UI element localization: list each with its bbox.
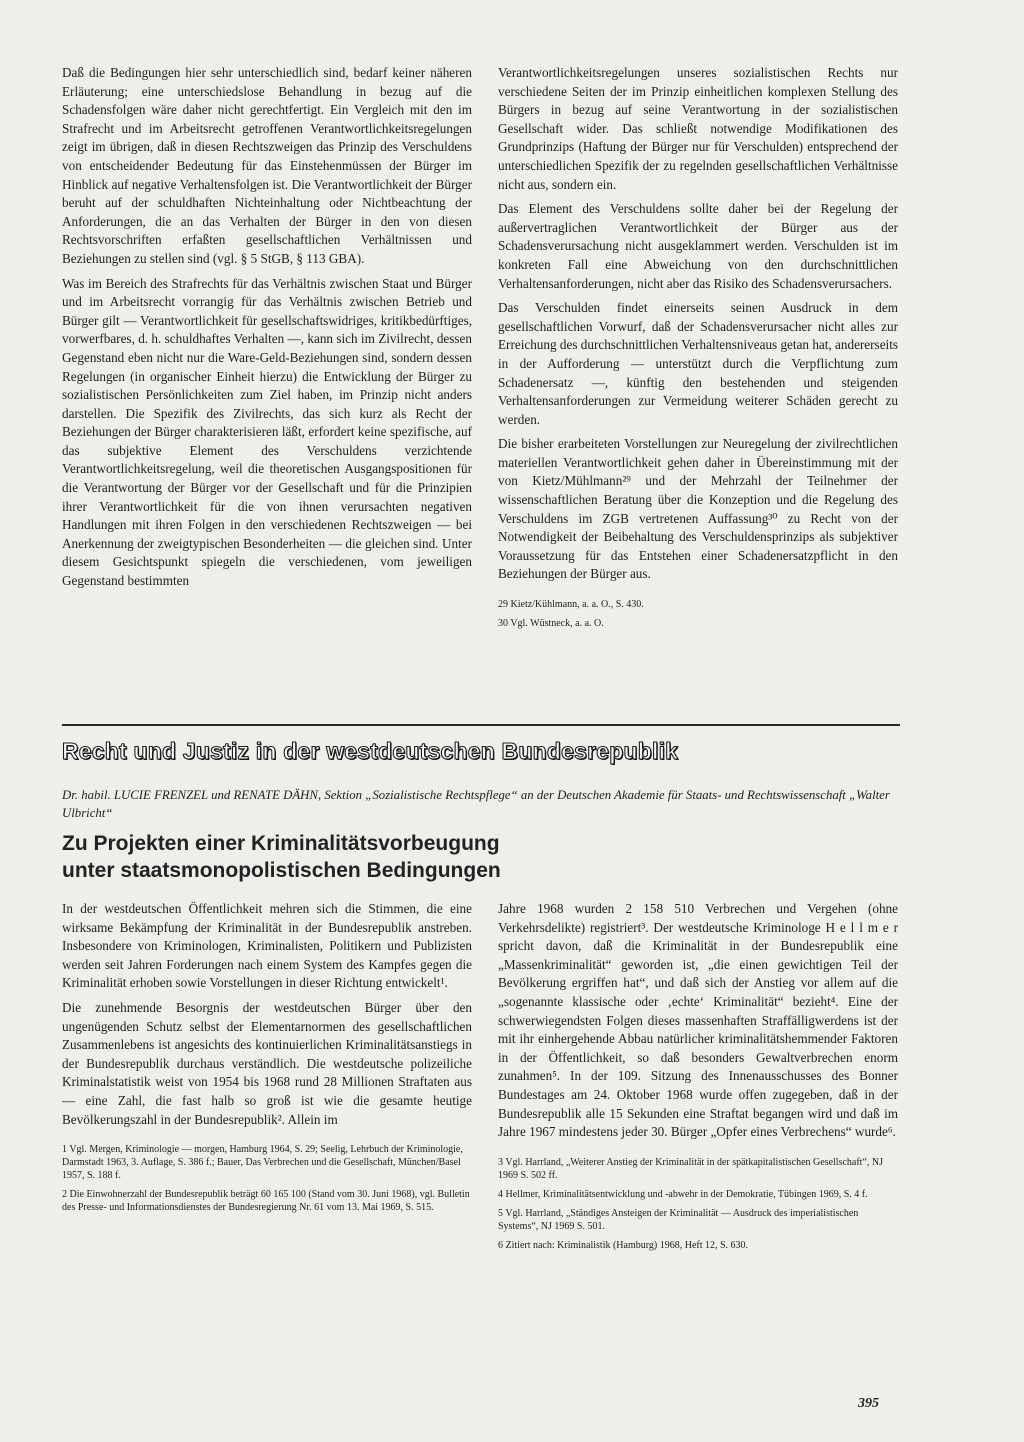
paragraph: Die zunehmende Besorgnis der westdeutschen Bürger über den ungenügenden Schutz selbst der Elementarnormen des gesellschaftlichen Zusammenlebens ist angesichts des kontinuierlichen Kriminalitätsanstiegs in der Bundesrepublik durchaus verständlich. Die westdeutsche polizeiliche Kriminalstatistik weist von 1954 bis 1968 rund 28 Millionen Straftaten aus — eine Zahl, die fast halb so groß ist wie die gesamte heutige Bevölkerungszahl in der Bundesrepublik². Allein im: [62, 999, 472, 1127]
section-divider: [62, 724, 900, 726]
paragraph: Verantwortlichkeitsregelungen unseres sozialistischen Rechts nur verschiedene Seiten der im Prinzip einheitlichen komplexen Stellung des Bürgers in bezug auf seine Verantwortung in der sozialistischen Gesellschaft wider. Das schließt notwendige Modifikationen des Grundprinzips (Haftung der Bürger nur für Verschulden) entsprechend der unterschiedlichen Spezifik der zu regelnden gesellschaftlichen Verhältnisse nicht aus, sondern ein.: [498, 65, 898, 192]
footnotes: [498, 1156, 898, 1252]
paragraph: Das Verschulden findet einerseits seinen Ausdruck in dem gesellschaftlichen Vorwurf, daß der Schadensverursacher nicht alles zur Erreichung des durchschnittlichen Verhaltensniveaus getan hat, andererseits in der Aufforderung — unterstützt durch die Verpflichtung zum Schadenersatz —, künftig den bestehenden und steigenden Verhaltensanforderungen zur Vermeidung weiterer Schäden gerecht zu werden.: [498, 300, 899, 427]
bottom-left-column: [62, 900, 472, 1220]
paragraph: In der westdeutschen Öffentlichkeit mehren sich die Stimmen, die eine wirksame Bekämpfung der Kriminalität in der Bundesrepublik anstreben. Insbesondere von Kriminologen, Kriminalisten, Politikern und Publizisten werden seit Jahren Forderungen nach einem System des Kampfes gegen die Kriminalität erhoben sowie Vorstellungen in dieser Richtung entwickelt¹.: [62, 901, 472, 991]
footnote: 1 Vgl. Mergen, Kriminologie — morgen, Hamburg 1964, S. 29; Seelig, Lehrbuch der Kriminologie, Darmstadt 1963, 3. Auflage, S. 386 f.; Bauer, Das Verbrechen und die Gesellschaft, München/Basel 1957, S. 188 f.: [62, 1144, 463, 1182]
section-heading: Recht und Justiz in der westdeutschen Bundesrepublik: [62, 738, 679, 764]
page-number: 395: [858, 1396, 879, 1411]
footnote: 5 Vgl. Harrland, „Ständiges Ansteigen der Kriminalität — Ausdruck des imperialistischen Systems“, NJ 1969 S. 501.: [498, 1207, 859, 1232]
footnote: 29 Kietz/Kühlmann, a. a. O., S. 430.: [498, 599, 644, 611]
paragraph: Das Element des Verschuldens sollte daher bei der Regelung der außervertraglichen Verantwortlichkeit der Bürger aus der Schadensverursachung nicht ausgeklammert werden. Verschulden ist im konkreten Fall eine Abweichung von den durchschnittlichen Verhaltensanforderungen, nicht aber das Risiko des Schadensverursachers.: [498, 201, 898, 291]
footnote: 2 Die Einwohnerzahl der Bundesrepublik beträgt 60 165 100 (Stand vom 30. Juni 1968), vgl. Bulletin des Presse- und Informationsdienstes der Bundesregierung Nr. 61 vom 13. Mai 1969, S. 515.: [62, 1189, 470, 1214]
footnote: 4 Hellmer, Kriminalitätsentwicklung und -abwehr in der Demokratie, Tübingen 1969, S. 4 f.: [498, 1188, 868, 1200]
bottom-right-column: [498, 900, 898, 1258]
article-authors: Dr. habil. LUCIE FRENZEL und RENATE DÄHN, Sektion „Sozialistische Rechtspflege“ an der Deutschen Akademie für Staats- und Rechtswissenschaft „Walter Ulbricht“: [62, 788, 890, 820]
footnotes: [498, 598, 898, 630]
footnote: 3 Vgl. Harrland, „Weiterer Anstieg der Kriminalität in der spätkapitalistischen Gesellschaft“, NJ 1969 S. 502 ff.: [498, 1156, 884, 1181]
footnotes: [62, 1143, 472, 1214]
top-left-column: [62, 64, 472, 597]
article-title-line: Zu Projekten einer Kriminalitätsvorbeugung: [62, 832, 500, 855]
paragraph: Daß die Bedingungen hier sehr unterschiedlich sind, bedarf keiner näheren Erläuterung; eine unterschiedslose Behandlung in bezug auf die Schadensfolgen wäre daher nicht gerechtfertigt. Ein Vergleich mit den im Strafrecht und im Arbeitsrecht getroffenen Verantwortlichkeitsregelungen zeigt im übrigen, daß in diesen Rechtszweigen das Prinzip des Verschuldens von entscheidender Bedeutung für das Einstehenmüssen der Bürger im Hinblick auf negative Verhaltensfolgen ist. Die Verantwortlichkeit der Bürger beruht auf der schuldhaften Nichteinhaltung oder Nichtbeachtung der Anforderungen, die an das Verhalten der Bürger in den von diesen Rechtsvorschriften erfaßten gesellschaftlichen Verhältnissen und Beziehungen zu stellen sind (vgl. § 5 StGB, § 113 GBA).: [62, 65, 472, 266]
footnote: 6 Zitiert nach: Kriminalistik (Hamburg) 1968, Heft 12, S. 630.: [498, 1239, 749, 1251]
article-title: [62, 830, 682, 884]
paragraph: Die bisher erarbeiteten Vorstellungen zur Neuregelung der zivilrechtlichen materiellen Verantwortlichkeit gehen daher in Übereinstimmung mit der von Kietz/Mühlmann²⁹ und der Mehrzahl der Teilnehmer der wissenschaftlichen Beratung über die Konzeption und die Regelung des Verschuldens im ZGB vertretenen Auffassung³⁰ zu Recht von der Notwendigkeit der Beibehaltung des Verschuldensprinzips als subjektiver Voraussetzung für das Entstehen einer Schadenersatzpflicht in den Beziehungen der Bürger aus.: [498, 436, 898, 582]
paragraph: Jahre 1968 wurden 2 158 510 Verbrechen und Vergehen (ohne Verkehrsdelikte) registriert³. Der westdeutsche Kriminologe H e l l m e r spricht davon, daß die Kriminalität in der Bundesrepublik eine „Massenkriminalität“ geworden ist, „die einen gewichtigen Teil der Bevölkerung ergriffen hat“, und daß sich der Anstieg vor allem auf die „sogenannte klassische oder ‚echte‘ Kriminalität“ bezieht⁴. Eine der schwerwiegendsten Folgen dieses massenhaften Straffälligwerdens ist der mit ihr einhergehende Abbau natürlicher kriminalitätshemmender Faktoren in der Öffentlichkeit, so daß besonders Gewaltverbrechen enorm zunahmen⁵. In der 109. Sitzung des Innenausschusses des Bonner Bundestages am 24. Oktober 1968 wurde offen zugegeben, daß in der Bundesrepublik alle 15 Sekunden eine Straftat begangen wird und daß im Jahre 1967 mindestens jeder 30. Bürger „Opfer eines Verbrechens“ wurde⁶.: [498, 901, 898, 1140]
paragraph: Was im Bereich des Strafrechts für das Verhältnis zwischen Staat und Bürger und im Arbeitsrecht vorrangig für das Verhältnis zwischen Betrieb und Bürger gilt — Verantwortlichkeit für gesellschaftswidriges, kritikbedürftiges, vorwerfbares, d. h. schuldhaftes Verhalten —, kann sich im Zivilrecht, dessen Gegenstand eben nicht nur die Ware-Geld-Beziehungen sind, sondern dessen Regelungen (in organischer Einheit hierzu) die Entwicklung der Bürger zu sozialistischen Persönlichkeiten zum Ziel haben, im Prinzip nicht anders darstellen. Die Spezifik des Zivilrechts, das sich kurz als Recht der Beziehungen der Bürger charakterisieren läßt, erfordert keine spezifische, auf das subjektive Element des Verschuldens verzichtende Verantwortlichkeitsregelung, weil die theoretischen Ausgangspositionen für die Verantwortung der Bürger vor der Gesellschaft und für die Prinzipien ihrer Verantwortlichkeit für die von ihnen verursachten negativen Handlungen mit ihren Folgen in den verschiedenen Rechtszweigen — bei Anerkennung der zweigtypischen Besonderheiten — die gleichen sind. Unter diesem Gesichtspunkt spiegeln die verschiedenen, vom jeweiligen Gegenstand bestimmten: [62, 275, 472, 589]
article-title-line: unter staatsmonopolistischen Bedingungen: [62, 859, 501, 882]
top-right-column: [498, 64, 898, 636]
footnote: 30 Vgl. Wüstneck, a. a. O.: [498, 618, 604, 630]
